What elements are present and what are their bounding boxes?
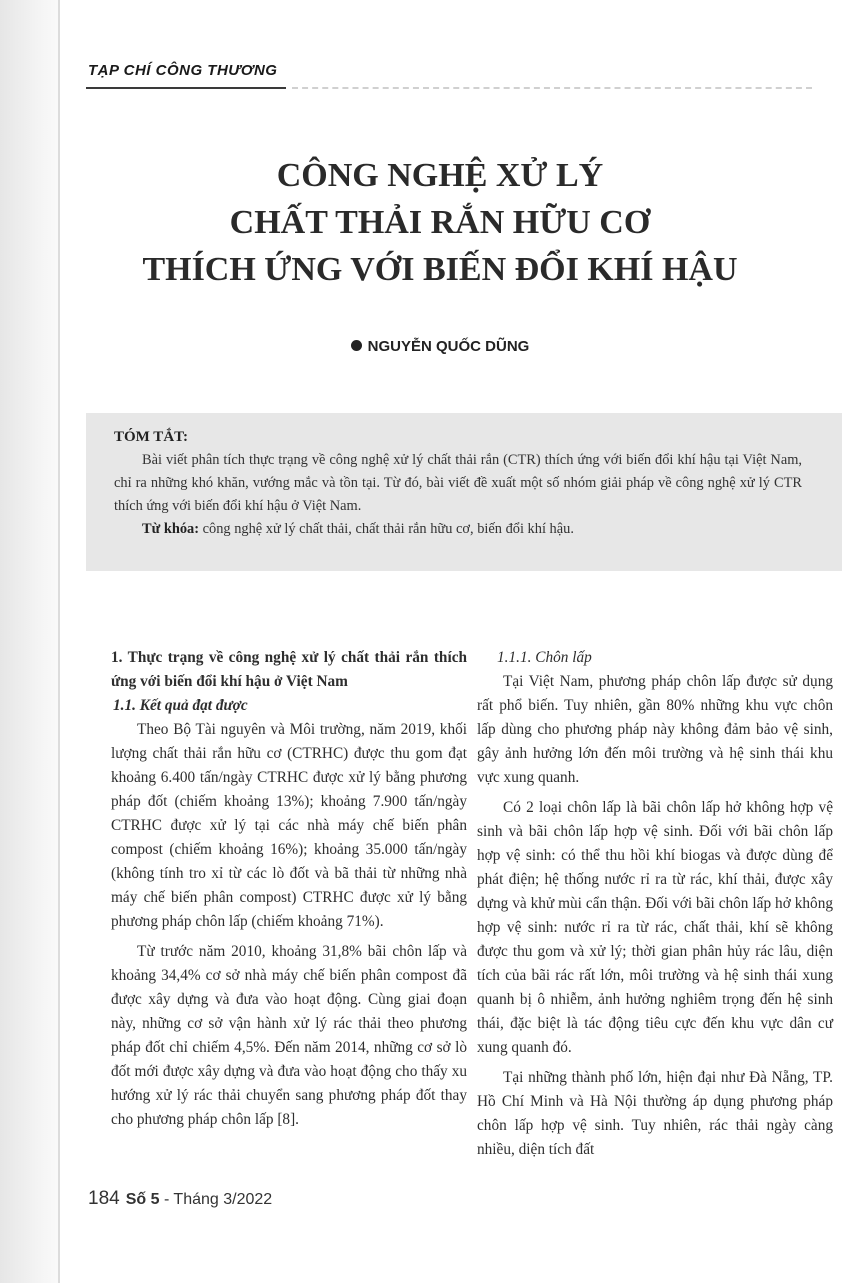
page-spine-edge [58,0,60,1283]
section-heading: 1. Thực trạng về công nghệ xử lý chất thải rắn thích ứng với biến đổi khí hậu ở Việt Nam [111,649,467,690]
abstract-box [86,413,842,571]
abstract-label: TÓM TẮT: [114,429,189,445]
keywords-text: công nghệ xử lý chất thải, chất thải rắn hữu cơ, biến đổi khí hậu. [199,521,574,537]
left-paragraph-1: Theo Bộ Tài nguyên và Môi trường, năm 2019, khối lượng chất thải rắn hữu cơ (CTRHC) được thu gom đạt khoảng 6.400 tấn/ngày CTRHC được xử lý bằng phương pháp đốt (chiếm khoảng 13%); khoảng 7.900 tấn/ngày CTRHC được xử lý tại các nhà máy chế biến phân compost (chiếm khoảng 16%); khoảng 35.000 tấn/ngày (không tính tro xỉ từ các lò đốt và bã thải từ những nhà máy chế biến phân compost) CTRHC được xử lý bằng phương pháp chôn lấp (chiếm khoảng 71%). [111,721,467,930]
author-name: NGUYỄN QUỐC DŨNG [367,338,530,355]
right-paragraph-1: Tại Việt Nam, phương pháp chôn lấp được sử dụng rất phổ biến. Tuy nhiên, gần 80% những khu vực chôn lấp dùng cho phương pháp này không đảm bảo vệ sinh, gây ảnh hưởng lớn đến môi trường và hệ sinh thái khu vực xung quanh. [477,673,833,786]
page-number: 184 [88,1188,120,1209]
header-rule [86,87,286,89]
title-line-3: THÍCH ỨNG VỚI BIẾN ĐỔI KHÍ HẬU [142,251,738,288]
author-line [100,338,780,355]
title-line-2: CHẤT THẢI RẮN HỮU CƠ [229,204,651,241]
article-title [100,152,780,293]
right-column [477,646,833,1162]
header-dotted-rule [292,87,812,89]
right-paragraph-3: Tại những thành phố lớn, hiện đại như Đà Nẵng, TP. Hồ Chí Minh và Hà Nội thường áp dụng phương pháp chôn lấp hợp vệ sinh. Tuy nhiên, rác thải ngày càng nhiều, diện tích đất [477,1069,833,1158]
journal-header: TẠP CHÍ CÔNG THƯƠNG [88,62,278,79]
issue-number: Số 5 [125,1191,160,1208]
page-spine-shadow [0,0,60,1283]
keywords-label: Từ khóa: [142,521,200,537]
abstract-text: Bài viết phân tích thực trạng về công nghệ xử lý chất thải rắn (CTR) thích ứng với biến đổi khí hậu tại Việt Nam, chỉ ra những khó khăn, vướng mắc và tồn tại. Từ đó, bài viết đề xuất một số nhóm giải pháp về công nghệ xử lý CTR thích ứng với biến đổi khí hậu ở Việt Nam. [114,452,802,514]
left-column [111,646,467,1132]
subsubsection-heading: 1.1.1. Chôn lấp [497,649,592,666]
subsection-heading: 1.1. Kết quả đạt được [113,697,248,714]
title-line-1: CÔNG NGHỆ XỬ LÝ [276,157,604,194]
keywords [114,518,802,541]
author-bullet-icon [351,340,362,351]
right-paragraph-2: Có 2 loại chôn lấp là bãi chôn lấp hở không hợp vệ sinh và bãi chôn lấp hợp vệ sinh. Đối với bãi chôn lấp hợp vệ sinh: có thể thu hồi khí biogas và được dùng để phát điện; hệ thống nước rỉ ra từ rác, khí thải, được xây dựng và khử mùi cẩn thận. Đối với bãi chôn lấp hở không hợp vệ sinh: nước rỉ ra từ rác, chất thải, khí sẽ không được thu gom và xử lý; thời gian phân hủy rác lâu, diện tích của bãi rác rất lớn, môi trường và hệ sinh thái xung quanh bị ô nhiễm, ảnh hưởng nghiêm trọng đến hệ sinh thái, đặc biệt là tác động tiêu cực đến khu vực dân cư xung quanh đó. [477,799,833,1056]
page-footer [88,1188,272,1210]
left-paragraph-2: Từ trước năm 2010, khoảng 31,8% bãi chôn lấp và khoảng 34,4% cơ sở nhà máy chế biến phân compost đã được xây dựng và đưa vào hoạt động. Cùng giai đoạn này, những cơ sở vận hành xử lý rác thải theo phương pháp đốt chỉ chiếm 4,5%. Đến năm 2014, những cơ sở lò đốt mới được xây dựng và đưa vào hoạt động cho thấy xu hướng xử lý rác thải chuyển sang phương pháp đốt thay cho phương pháp chôn lấp [8]. [111,943,467,1128]
issue-date: - Tháng 3/2022 [159,1191,273,1208]
